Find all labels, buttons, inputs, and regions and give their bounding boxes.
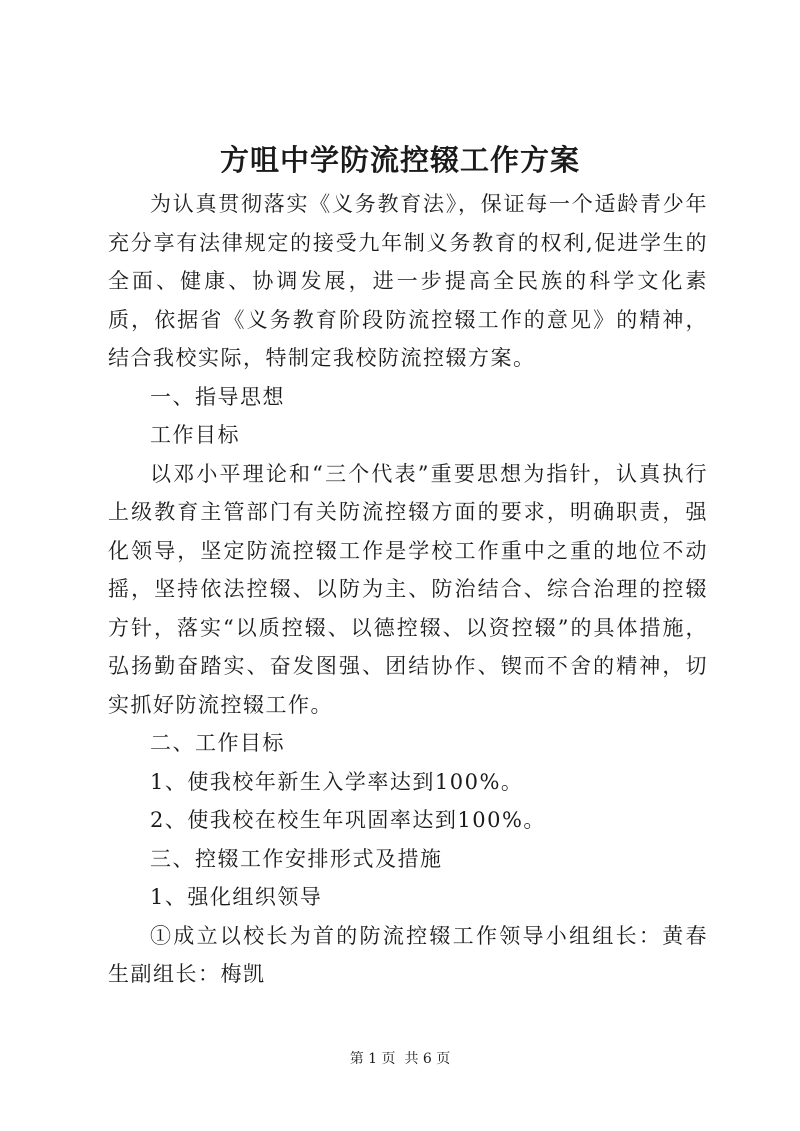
- measure-heading-1: 1、强化组织领导: [150, 885, 323, 909]
- section-heading-guiding-ideology: 一、指导思想: [150, 384, 285, 409]
- goal-item-2: 2、使我校在校生年巩固率达到100%。: [150, 808, 546, 832]
- section-heading-measures: 三、控辍工作安排形式及措施: [150, 846, 443, 871]
- goal-item-1: 1、使我校年新生入学率达到100%。: [150, 769, 524, 794]
- section-heading-work-goals: 二、工作目标: [150, 731, 285, 755]
- guiding-ideology-paragraph: 以邓小平理论和“三个代表”重要思想为指针，认真执行上级教育主管部门有关防流控辍方面的要求，明确职责，强化领导，坚定防流控辍工作是学校工作重中之重的地位不动摇，坚持依法控辍、以防为主、防治结合、综合治理的控辍方针，落实“以质控辍、以德控辍、以资控辍”的具体措施，弘扬勤奋踏实、奋发图强、团结协作、锲而不舍的精神，切实抓好防流控辍工作。: [108, 461, 708, 717]
- page-number-label: 第 1 页 共 6 页: [349, 1051, 451, 1067]
- document-title: 方咀中学防流控辍工作方案: [219, 143, 580, 177]
- measure-paragraph-leadership-group: ①成立以校长为首的防流控辍工作领导小组组长：黄春生副组长：梅凯: [108, 923, 708, 986]
- page-footer: [0, 1049, 800, 1069]
- document-body: [108, 185, 708, 994]
- intro-paragraph: 为认真贯彻落实《义务教育法》，保证每一个适龄青少年充分享有法律规定的接受九年制义务教育的权利,促进学生的全面、健康、协调发展，进一步提高全民族的科学文化素质，依据省《义务教育阶段防流控辍工作的意见》的精神，结合我校实际，特制定我校防流控辍方案。: [108, 192, 708, 370]
- subheading-work-goals: 工作目标: [150, 423, 240, 447]
